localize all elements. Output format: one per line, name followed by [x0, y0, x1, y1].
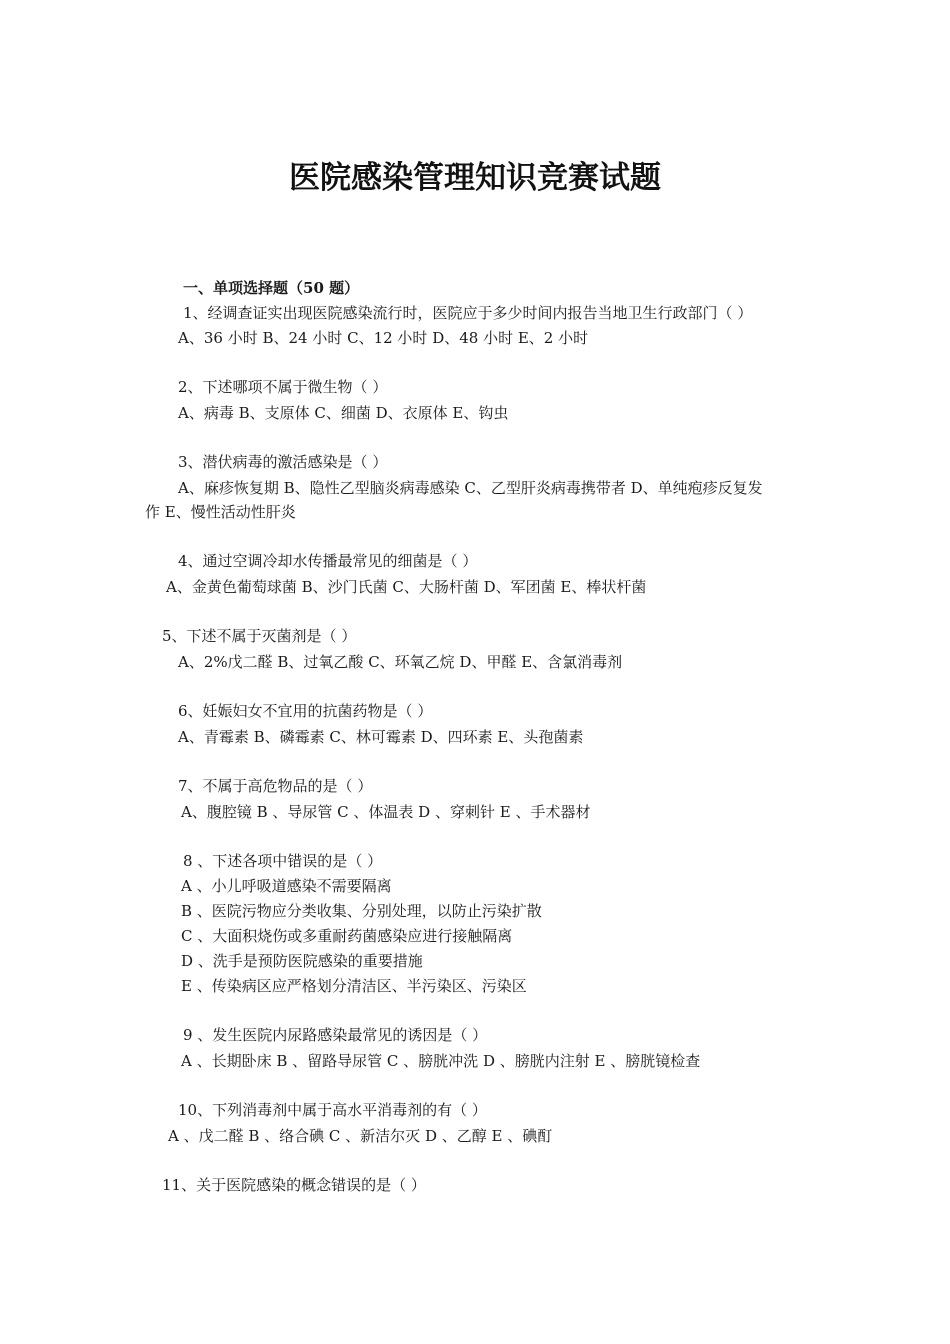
question-2-options: A、病毒 B、支原体 C、细菌 D、衣原体 E、钩虫 [178, 404, 509, 422]
question-7-options: A、腹腔镜 B 、导尿管 C 、体温表 D 、穿刺针 E 、手术器材 [181, 803, 591, 821]
question-8-stem: 8 、下述各项中错误的是（ ） [183, 852, 383, 870]
question-3-options-line2: 作 E、慢性活动性肝炎 [145, 503, 296, 521]
question-11-stem: 11、关于医院感染的概念错误的是（ ） [162, 1176, 426, 1194]
section-heading: 一、单项选择题（50 题） [183, 279, 360, 297]
question-8-option-e: E 、传染病区应严格划分清洁区、半污染区、污染区 [181, 977, 527, 995]
question-2-stem: 2、下述哪项不属于微生物（ ） [178, 378, 388, 396]
question-8-option-d: D 、洗手是预防医院感染的重要措施 [181, 952, 423, 970]
question-5-stem: 5、下述不属于灭菌剂是（ ） [162, 627, 357, 645]
question-6-stem: 6、妊娠妇女不宜用的抗菌药物是（ ） [178, 702, 433, 720]
question-10-options: A 、戊二醛 B 、络合碘 C 、新洁尔灭 D 、乙醇 E 、碘酊 [168, 1127, 553, 1145]
question-1-stem: 1、经调查证实出现医院感染流行时，医院应于多少时间内报告当地卫生行政部门（ ） [183, 304, 753, 322]
question-8-option-c: C 、大面积烧伤或多重耐药菌感染应进行接触隔离 [181, 927, 513, 945]
question-4-stem: 4、通过空调冷却水传播最常见的细菌是（ ） [178, 552, 478, 570]
question-5-options: A、2%戊二醛 B、过氧乙酸 C、环氧乙烷 D、甲醛 E、含氯消毒剂 [178, 653, 623, 671]
question-8-option-b: B 、医院污物应分类收集、分别处理，以防止污染扩散 [181, 902, 542, 920]
question-9-stem: 9 、发生医院内尿路感染最常见的诱因是（ ） [183, 1026, 488, 1044]
question-7-stem: 7、不属于高危物品的是（ ） [178, 777, 373, 795]
question-4-options: A、金黄色葡萄球菌 B、沙门氏菌 C、大肠杆菌 D、军团菌 E、棒状杆菌 [166, 578, 647, 596]
question-6-options: A、青霉素 B、磷霉素 C、林可霉素 D、四环素 E、头孢菌素 [178, 728, 584, 746]
document-title: 医院感染管理知识竞赛试题 [289, 160, 661, 196]
question-10-stem: 10、下列消毒剂中属于高水平消毒剂的有（ ） [178, 1101, 487, 1119]
question-9-options: A 、长期卧床 B 、留路导尿管 C 、膀胱冲洗 D 、膀胱内注射 E 、膀胱镜检查 [181, 1052, 701, 1070]
question-3-options-line1: A、麻疹恢复期 B、隐性乙型脑炎病毒感染 C、乙型肝炎病毒携带者 D、单纯疱疹反复发 [178, 479, 763, 497]
question-8-option-a: A 、小儿呼吸道感染不需要隔离 [181, 877, 392, 895]
question-3-stem: 3、潜伏病毒的激活感染是（ ） [178, 453, 388, 471]
question-1-options: A、36 小时 B、24 小时 C、12 小时 D、48 小时 E、2 小时 [178, 329, 589, 347]
